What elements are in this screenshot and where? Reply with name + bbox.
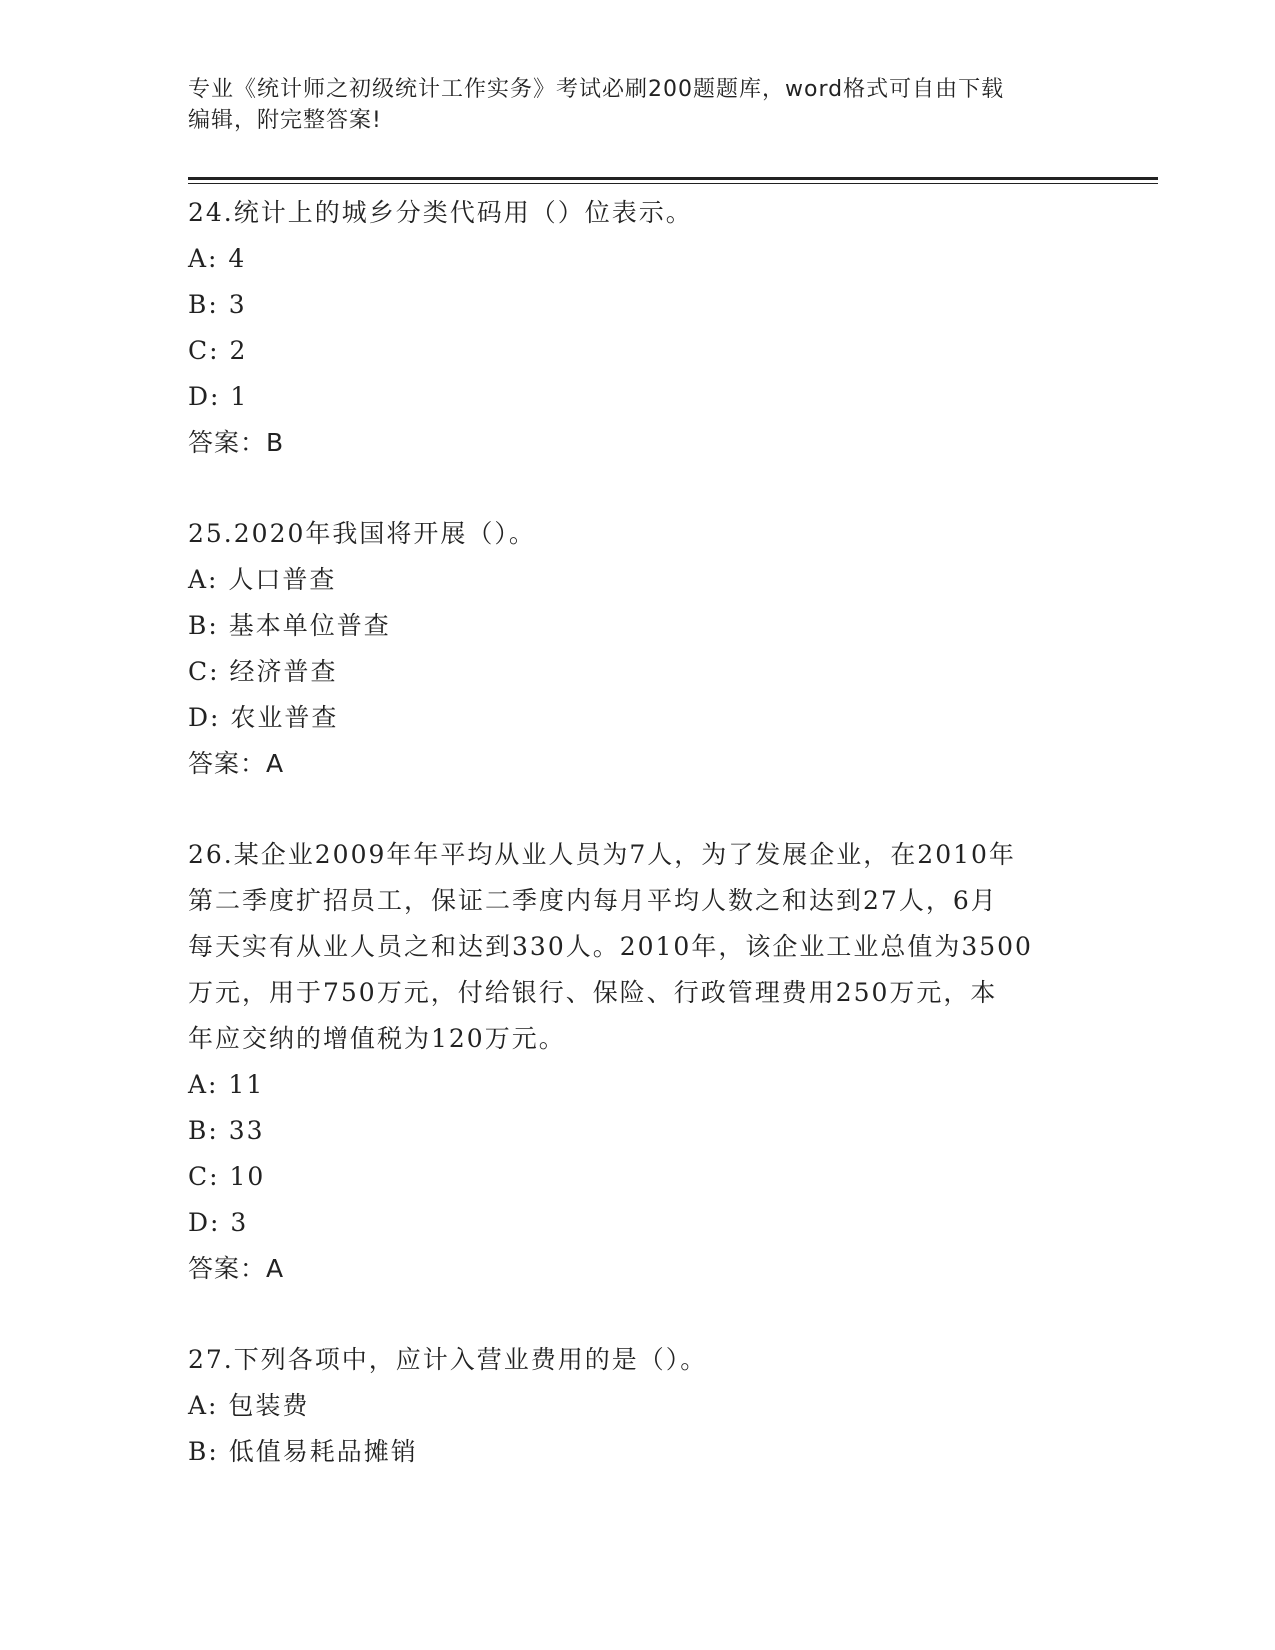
question-stem-line: 万元，用于750万元，付给银行、保险、行政管理费用250万元，本 xyxy=(188,978,998,1007)
option-a: A: 包装费 xyxy=(188,1391,310,1420)
header-divider-thin xyxy=(188,183,1158,184)
option-c: C: 2 xyxy=(188,336,248,365)
option-d: D: 1 xyxy=(188,382,249,411)
question-item xyxy=(188,1337,1088,1475)
option-d: D: 3 xyxy=(188,1208,249,1237)
question-item xyxy=(188,832,1088,1292)
answer-line: 答案：A xyxy=(188,749,285,778)
option-c: C: 经济普查 xyxy=(188,657,338,686)
header-line-1: 专业《统计师之初级统计工作实务》考试必刷200题题库，word格式可自由下载 xyxy=(188,77,1005,102)
option-a: A: 11 xyxy=(188,1070,265,1099)
question-stem-line: 每天实有从业人员之和达到330人。2010年，该企业工业总值为3500 xyxy=(188,932,1033,961)
question-list xyxy=(188,190,1088,1475)
question-stem-line: 年应交纳的增值税为120万元。 xyxy=(188,1024,566,1053)
question-stem-line: 第二季度扩招员工，保证二季度内每月平均人数之和达到27人，6月 xyxy=(188,886,998,915)
header-line-2: 编辑，附完整答案! xyxy=(188,108,382,133)
option-b: B: 33 xyxy=(188,1116,265,1145)
question-stem: 25.2020年我国将开展（）。 xyxy=(188,519,536,548)
header-divider-thick xyxy=(188,177,1158,180)
question-item xyxy=(188,511,1088,787)
option-a: A: 4 xyxy=(188,244,247,273)
option-b: B: 基本单位普查 xyxy=(188,611,391,640)
question-item xyxy=(188,190,1088,466)
option-a: A: 人口普查 xyxy=(188,565,337,594)
question-stem: 24.统计上的城乡分类代码用（）位表示。 xyxy=(188,198,693,227)
question-stem-line: 26.某企业2009年年平均从业人员为7人，为了发展企业，在2010年 xyxy=(188,840,1016,869)
option-c: C: 10 xyxy=(188,1162,266,1191)
answer-line: 答案：B xyxy=(188,428,285,457)
option-b: B: 低值易耗品摊销 xyxy=(188,1437,418,1466)
option-b: B: 3 xyxy=(188,290,247,319)
document-header xyxy=(188,74,1088,136)
answer-line: 答案：A xyxy=(188,1254,285,1283)
question-stem: 27.下列各项中，应计入营业费用的是（）。 xyxy=(188,1345,708,1374)
option-d: D: 农业普查 xyxy=(188,703,339,732)
